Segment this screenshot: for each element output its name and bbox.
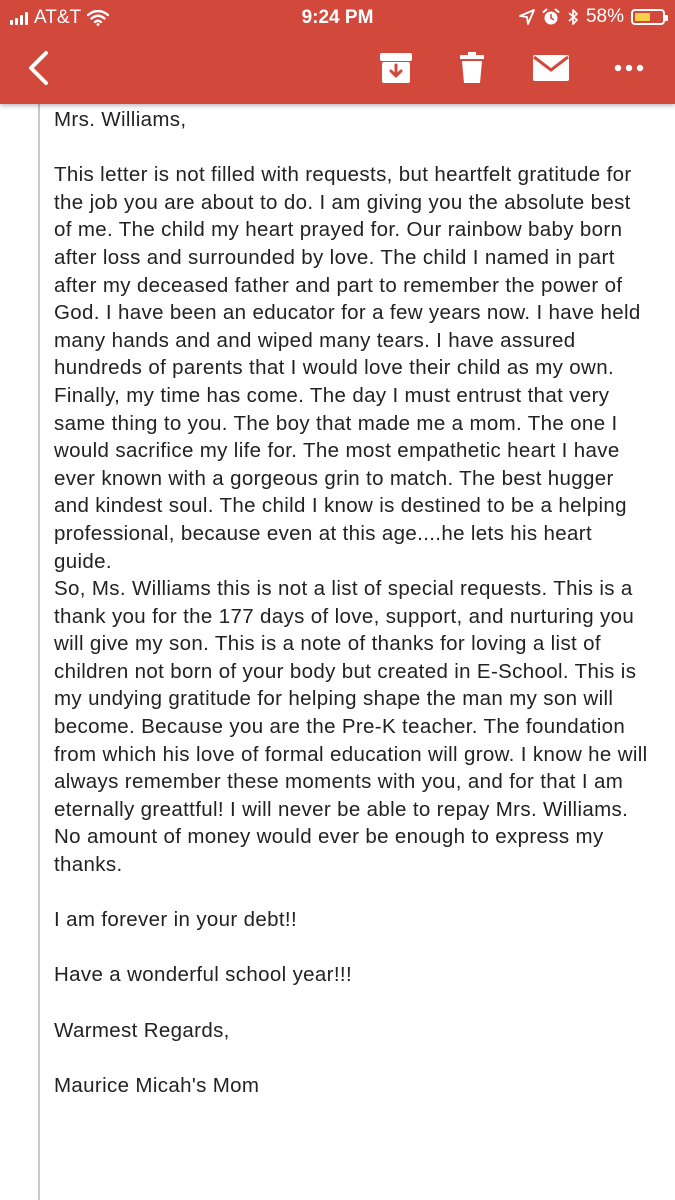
email-letter: [54, 106, 654, 1099]
status-time: 9:24 PM: [301, 7, 374, 28]
email-paragraph: So, Ms. Williams this is not a list of special requests. This is a thank you for the 177 days of love, support, and nurturing you will give my son. This is a note of thanks for loving a list of children not born of your body but created in E-School. This is my undying gratitude for helping shape the man my son will become. Because you are the Pre-K teacher. The foundation from which his love of formal education will grow. I know he will always remember these moments with you, and for that I am eternally greattful! I will never be able to repay Mrs. Williams.: [54, 577, 648, 821]
battery-icon: [631, 9, 665, 25]
alarm-clock-icon: [542, 8, 560, 26]
trash-icon: [459, 52, 485, 84]
email-salutation: Mrs. Williams,: [54, 108, 187, 131]
battery-percent: 58%: [585, 6, 624, 27]
mail-icon: [533, 55, 569, 81]
email-closing: Warmest Regards,: [54, 1018, 230, 1042]
email-paragraph: No amount of money would ever be enough to express my thanks.: [54, 825, 604, 877]
more-options-button[interactable]: [604, 46, 654, 90]
more-icon: [614, 64, 644, 72]
battery-level-fill: [635, 13, 650, 21]
archive-icon: [379, 52, 413, 84]
delete-button[interactable]: [452, 46, 492, 90]
mark-unread-button[interactable]: [528, 46, 574, 90]
email-body-quote: [38, 104, 675, 1200]
email-toolbar: [0, 36, 675, 104]
email-signature: Maurice Micah's Mom: [54, 1073, 260, 1097]
email-line: I am forever in your debt!!: [54, 908, 298, 932]
bluetooth-icon: [567, 8, 579, 26]
app-header: [0, 0, 675, 104]
back-button[interactable]: [18, 46, 58, 90]
email-paragraph: This letter is not filled with requests, but heartfelt gratitude for the job you are about to do. I am giving you the absolute best of me. The child my heart prayed for. Our rainbow baby born after loss and surrounded by love. The child I named in part after my deceased father and part to remember the power of God. I have been an educator for a few years now. I have held many hands and and wiped many tears. I have assured hundreds of parents that I would love their child as my own. Finally, my time has come. The day I must entrust that very same thing to you. The boy that made me a mom. The one I would sacrifice my life for. The most empathetic heart I have ever known with a gorgeous grin to match. The best hugger and kindest soul. The child I know is destined to be a helping professional, because even at this age....he lets his heart guide.: [54, 163, 641, 573]
location-arrow-icon: [519, 9, 535, 25]
carrier-label: AT&T: [34, 7, 82, 28]
back-arrow-icon: [27, 50, 49, 86]
email-line: Have a wonderful school year!!!: [54, 963, 352, 987]
status-bar: [0, 0, 675, 36]
archive-button[interactable]: [376, 46, 416, 90]
